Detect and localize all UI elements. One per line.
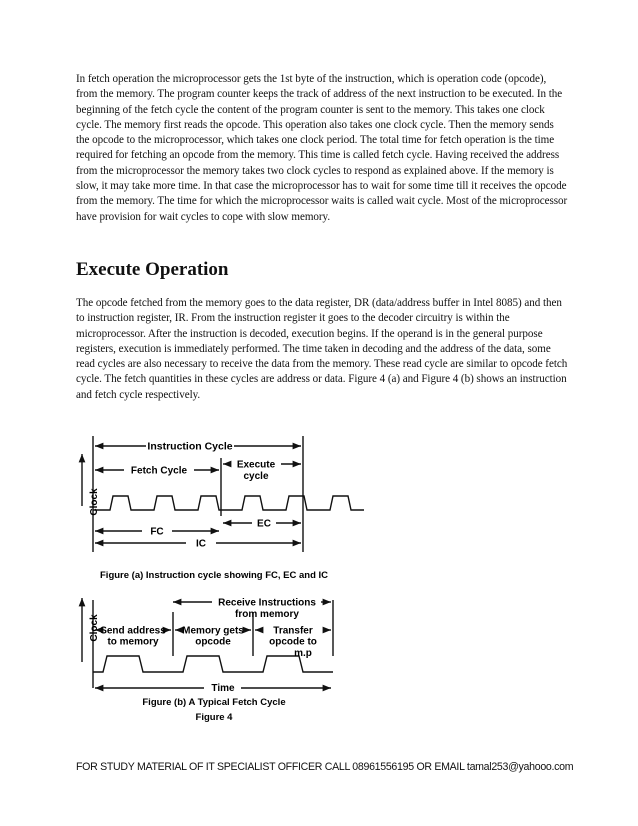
- instruction-cycle-label: Instruction Cycle: [147, 440, 233, 453]
- transfer-opcode-label-line2: opcode to: [269, 636, 317, 648]
- execute-operation-heading: Execute Operation: [76, 259, 229, 280]
- transfer-opcode-label-line3: m.p: [294, 648, 312, 659]
- receive-instructions-label-line2: from memory: [235, 609, 299, 620]
- fetch-operation-paragraph: In fetch operation the microprocessor gets the 1st byte of the instruction, which is operation code (opcode), from the memory. The program counter keeps the track of address of the next instruction to be executed. In the beginning of the fetch cycle the content of the program counter is sent to the memory. This takes one clock cycle. The memory first reads the opcode. This operation also takes one clock cycle. Then the memory sends the opcode to the microprocessor, which takes one clock period. The total time for fetch operation is the time required for fetching an opcode from the memory. This time is called fetch cycle. Having received the address from the microprocessor the memory takes two clock cycles to respond as explained above. If the memory is slow, it may take more time. In that case the microprocessor has to wait for some time till it receives the opcode from the memory. The time for which the microprocessor waits is called wait cycle. Most of the microprocessor have provision for wait cycles to cope with slow memory.: [76, 73, 568, 223]
- send-address-label-line1: Send address: [100, 625, 166, 637]
- transfer-opcode-label-line1: Transfer: [273, 625, 313, 637]
- memory-gets-opcode-label-line1: Memory gets: [182, 625, 244, 637]
- memory-gets-opcode-label-line2: opcode: [195, 636, 231, 648]
- time-axis-label: Time: [211, 683, 235, 694]
- ec-label: EC: [257, 518, 271, 530]
- figure-b-caption: Figure (b) A Typical Fetch Cycle: [142, 697, 286, 708]
- send-address-label-line2: to memory: [107, 636, 159, 648]
- figure-a-instruction-cycle: [82, 436, 364, 552]
- figure-a-caption: Figure (a) Instruction cycle showing FC, EC and IC: [100, 570, 329, 581]
- execute-cycle-label-line2: cycle: [243, 471, 269, 482]
- fetch-cycle-label: Fetch Cycle: [130, 465, 188, 477]
- execute-cycle-label-line1: Execute: [236, 459, 276, 471]
- clock-axis-label-a: Clock: [89, 488, 100, 516]
- ic-label: IC: [196, 538, 206, 550]
- receive-instructions-label-line1: Receive Instructions: [218, 597, 316, 609]
- figure-4-label: Figure 4: [195, 712, 233, 723]
- fc-label: FC: [150, 526, 164, 538]
- clock-axis-label-b: Clock: [89, 614, 100, 642]
- page-footer: FOR STUDY MATERIAL OF IT SPECIALIST OFFICER CALL 08961556195 OR EMAIL tamal253@yahooo.com: [76, 761, 574, 773]
- execute-operation-paragraph: The opcode fetched from the memory goes to the data register, DR (data/address buffer in Intel 8085) and then to instruction register, IR. From the instruction register it goes to the decoder circuitry is within the microprocessor. After the instruction is decoded, execution begins. If the operand is in the general purpose registers, execution is immediately performed. The time taken in decoding and the address of the data, some read cycles are also necessary to receive the data from the memory. These read cycle are similar to opcode fetch cycle. The fetch quantities in these cycles are address or data. Figure 4 (a) and Figure 4 (b) shows an instruction and fetch cycle respectively.: [76, 297, 568, 401]
- figure-4: [76, 430, 376, 728]
